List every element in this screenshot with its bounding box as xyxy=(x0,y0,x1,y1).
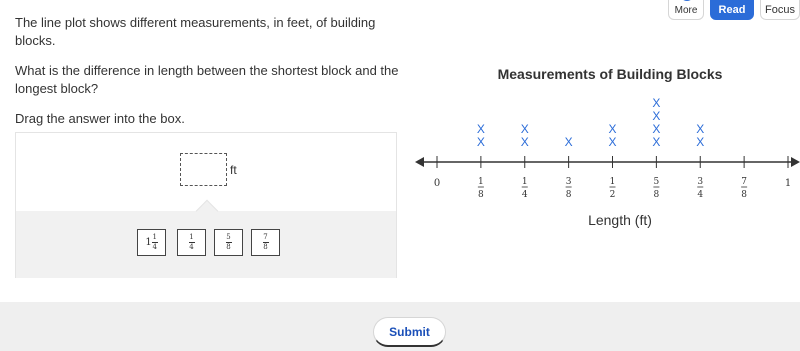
read-button[interactable] xyxy=(710,0,754,20)
answer-tray xyxy=(16,211,396,278)
tile-denominator: 4 xyxy=(189,243,194,251)
tick-label: 1 xyxy=(784,178,792,189)
tile-numerator: 7 xyxy=(263,233,268,241)
data-point-x: X xyxy=(476,135,485,149)
tile-denominator: 4 xyxy=(152,243,157,251)
tile-numerator: 1 xyxy=(189,233,194,241)
answer-tile-4[interactable] xyxy=(251,229,280,256)
line-plot xyxy=(415,60,800,240)
submit-button[interactable] xyxy=(373,317,446,347)
tile-numerator: 1 xyxy=(152,233,157,241)
data-point-x: X xyxy=(652,109,661,123)
answer-tile-1[interactable] xyxy=(137,229,166,256)
right-arrow-icon xyxy=(791,157,800,167)
chart-title: Measurements of Building Blocks xyxy=(497,66,723,82)
focus-button[interactable] xyxy=(760,0,800,20)
tile-fraction xyxy=(226,234,232,251)
tile-fraction xyxy=(189,234,195,251)
tick-label-numerator: 1 xyxy=(478,177,484,187)
footer-bar xyxy=(0,302,800,351)
focus-label: Focus xyxy=(765,4,795,16)
left-arrow-icon xyxy=(415,157,424,167)
tick-label-denominator: 8 xyxy=(565,190,572,200)
data-point-x: X xyxy=(652,122,661,136)
question-prompt: What is the difference in length between the shortest block and the longest block? xyxy=(15,63,399,96)
tile-numerator: 5 xyxy=(226,233,231,241)
data-point-x: X xyxy=(476,122,485,136)
answer-area xyxy=(15,132,397,278)
data-point-x: X xyxy=(608,122,617,136)
tile-fraction xyxy=(263,234,269,251)
tick-label-numerator: 5 xyxy=(653,177,660,187)
tile-denominator: 8 xyxy=(226,243,231,251)
tick-label-denominator: 8 xyxy=(653,190,660,200)
answer-tile-2[interactable] xyxy=(177,229,206,256)
data-point-x: X xyxy=(652,135,661,149)
answer-dropzone[interactable] xyxy=(180,153,227,186)
data-point-x: X xyxy=(564,135,573,149)
more-label: More xyxy=(674,5,698,16)
tick-label-numerator: 3 xyxy=(565,177,572,187)
tick-label-denominator: 8 xyxy=(478,190,484,200)
data-point-x: X xyxy=(520,135,529,149)
tick-label-numerator: 7 xyxy=(741,177,747,187)
tick-label-numerator: 1 xyxy=(521,177,528,187)
answer-tile-3[interactable] xyxy=(214,229,243,256)
line-plot-svg xyxy=(415,60,800,210)
question-intro: The line plot shows different measurements, in feet, of building blocks. xyxy=(15,15,376,48)
question-instruction: Drag the answer into the box. xyxy=(15,111,185,126)
data-point-x: X xyxy=(520,122,529,136)
data-point-x: X xyxy=(696,122,705,136)
data-point-x: X xyxy=(696,135,705,149)
accessibility-toolbar xyxy=(668,0,800,24)
tick-label-denominator: 2 xyxy=(609,190,616,200)
tick-label-denominator: 8 xyxy=(741,190,747,200)
tick-label: 0 xyxy=(433,178,441,189)
unit-label: ft xyxy=(230,163,237,177)
x-axis-label: Length (ft) xyxy=(588,212,652,228)
tick-label-denominator: 4 xyxy=(521,190,528,200)
plus-icon xyxy=(680,0,694,1)
more-button[interactable] xyxy=(668,0,704,20)
submit-label: Submit xyxy=(389,324,430,339)
question-text xyxy=(15,14,405,140)
data-point-x: X xyxy=(652,96,661,110)
tick-label-numerator: 3 xyxy=(697,177,704,187)
read-label: Read xyxy=(718,4,746,16)
tick-label-numerator: 1 xyxy=(609,177,616,187)
data-point-x: X xyxy=(608,135,617,149)
tile-whole: 1 xyxy=(145,237,152,248)
tick-label-denominator: 4 xyxy=(697,190,704,200)
tile-denominator: 8 xyxy=(263,243,268,251)
tile-fraction xyxy=(152,234,158,251)
